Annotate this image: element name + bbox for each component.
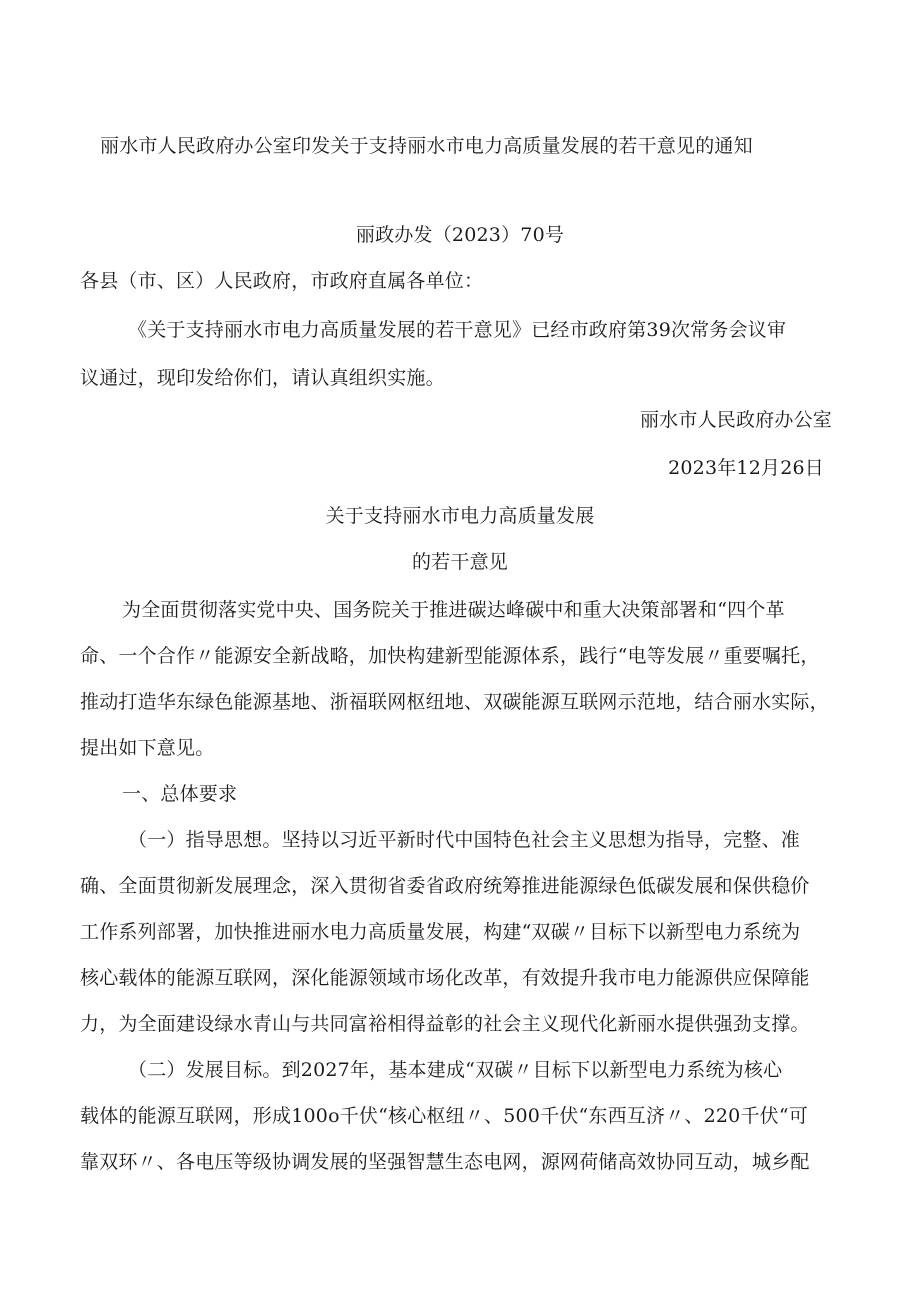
addressee: 各县（市、区）人民政府，市政府直属各单位： (80, 270, 484, 292)
intro-paragraph-line: 推动打造华东绿色能源基地、浙福联网枢纽地、双碳能源互联网示范地，结合丽水实际， (80, 691, 829, 713)
goal-paragraph-line: 载体的能源互联网，形成100o千伏“核心枢纽〃、500千伏“东西互济〃、220千伏“可 (80, 1105, 808, 1127)
opinion-title-line: 关于支持丽水市电力高质量发展 (325, 505, 595, 527)
goal-paragraph-line: （二）发展目标。到2027年，基本建成“双碳〃目标下以新型电力系统为核心 (128, 1059, 783, 1081)
notice-body-line: 议通过，现印发给你们，请认真组织实施。 (80, 367, 445, 389)
intro-paragraph-line: 提出如下意见。 (80, 737, 215, 759)
section-heading: 一、总体要求 (122, 783, 238, 805)
intro-paragraph-line: 为全面贯彻落实党中央、国务院关于推进碳达峰碳中和重大决策部署和“四个革 (122, 599, 785, 621)
notice-body-line: 《关于支持丽水市电力高质量发展的若干意见》已经市政府第39次常务会议审 (128, 319, 787, 341)
issuer: 丽水市人民政府办公室 (639, 409, 832, 431)
document-number: 丽政办发（2023）70号 (355, 224, 565, 246)
guiding-paragraph-line: （一）指导思想。坚持以习近平新时代中国特色社会主义思想为指导，完整、准 (128, 829, 801, 851)
goal-paragraph-line: 靠双环〃、各电压等级协调发展的坚强智慧生态电网，源网荷储高效协同互动，城乡配 (80, 1151, 810, 1173)
guiding-paragraph-line: 核心载体的能源互联网，深化能源领域市场化改革，有效提升我市电力能源供应保障能 (80, 967, 810, 989)
guiding-paragraph-line: 工作系列部署，加快推进丽水电力高质量发展，构建“双碳〃目标下以新型电力系统为 (80, 921, 801, 943)
guiding-paragraph-line: 力，为全面建设绿水青山与共同富裕相得益彰的社会主义现代化新丽水提供强劲支撑。 (80, 1013, 810, 1035)
opinion-title-line: 的若干意见 (411, 551, 508, 573)
intro-paragraph-line: 命、一个合作〃能源安全新战略，加快构建新型能源体系，践行“电等发展〃重要嘱托， (80, 645, 820, 667)
guiding-paragraph-line: 确、全面贯彻新发展理念，深入贯彻省委省政府统筹推进能源绿色低碳发展和保供稳价 (80, 875, 810, 897)
issue-date: 2023年12月26日 (668, 457, 824, 479)
notice-title: 丽水市人民政府办公室印发关于支持丽水市电力高质量发展的若干意见的通知 (100, 135, 753, 157)
